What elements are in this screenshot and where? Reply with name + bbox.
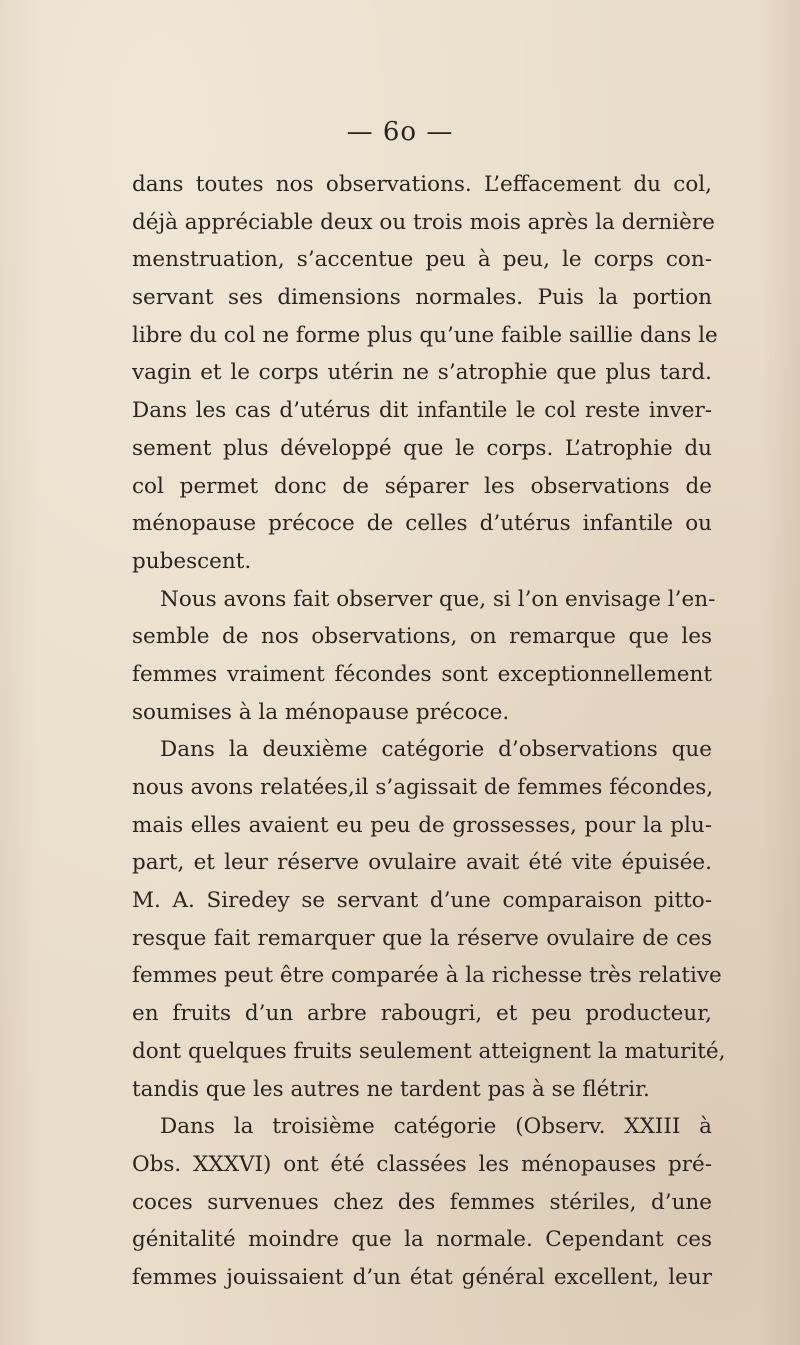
text-line: pubescent.	[132, 548, 252, 574]
text-line: déjà appréciable deux ou trois mois après la dernière	[132, 209, 715, 235]
text-line: mais elles avaient eu peu de grossesses, pour la plu-	[132, 812, 712, 838]
text-line: en fruits d’un arbre rabougri, et peu producteur,	[132, 1001, 712, 1027]
text-line: servant ses dimensions normales. Puis la portion	[132, 285, 712, 311]
text-line: soumises à la ménopause précoce.	[132, 699, 510, 725]
page-number: — 6o —	[346, 117, 454, 147]
text-line: semble de nos observations, on remarque que les	[132, 624, 712, 650]
text-line: resque fait remarquer que la réserve ovulaire de ces	[132, 925, 712, 951]
text-line: libre du col ne forme plus qu’une faible saillie dans le	[132, 322, 718, 348]
text-line: Nous avons fait observer que, si l’on envisage l’en-	[160, 586, 716, 612]
text-line: vagin et le corps utérin ne s’atrophie que plus tard.	[132, 360, 712, 386]
text-line: M. A. Siredey se servant d’une comparaison pitto-	[132, 888, 712, 914]
text-line: Dans la troisième catégorie (Observ. XXIII à	[160, 1114, 712, 1140]
text-line: ménopause précoce de celles d’utérus infantile ou	[132, 511, 712, 537]
text-line: femmes vraiment fécondes sont exceptionnellement	[132, 661, 712, 687]
text-line: dont quelques fruits seulement atteignent la maturité,	[132, 1038, 726, 1064]
text-line: dans toutes nos observations. L’effacement du col,	[132, 172, 712, 197]
text-line: tandis que les autres ne tardent pas à se flétrir.	[132, 1076, 650, 1102]
text-line: nous avons relatées,il s’agissait de femmes fécondes,	[132, 775, 714, 800]
text-line: Dans les cas d’utérus dit infantile le col reste inver-	[132, 398, 712, 424]
body-text	[132, 166, 726, 1297]
text-line: coces survenues chez des femmes stériles, d’une	[132, 1189, 712, 1215]
text-line: Obs. XXXVI) ont été classées les ménopauses pré-	[132, 1151, 712, 1177]
text-line: femmes peut être comparée à la richesse très relative	[132, 963, 722, 989]
text-line: col permet donc de séparer les observations de	[132, 473, 712, 499]
text-line: Dans la deuxième catégorie d’observations que	[160, 737, 712, 763]
text-line: sement plus développé que le corps. L’atrophie du	[132, 435, 712, 461]
text-line: menstruation, s’accentue peu à peu, le corps con-	[132, 247, 712, 273]
text-line: femmes jouissaient d’un état général excellent, leur	[132, 1264, 712, 1290]
text-line: génitalité moindre que la normale. Cependant ces	[132, 1227, 712, 1253]
text-line: part, et leur réserve ovulaire avait été vite épuisée.	[132, 850, 712, 876]
